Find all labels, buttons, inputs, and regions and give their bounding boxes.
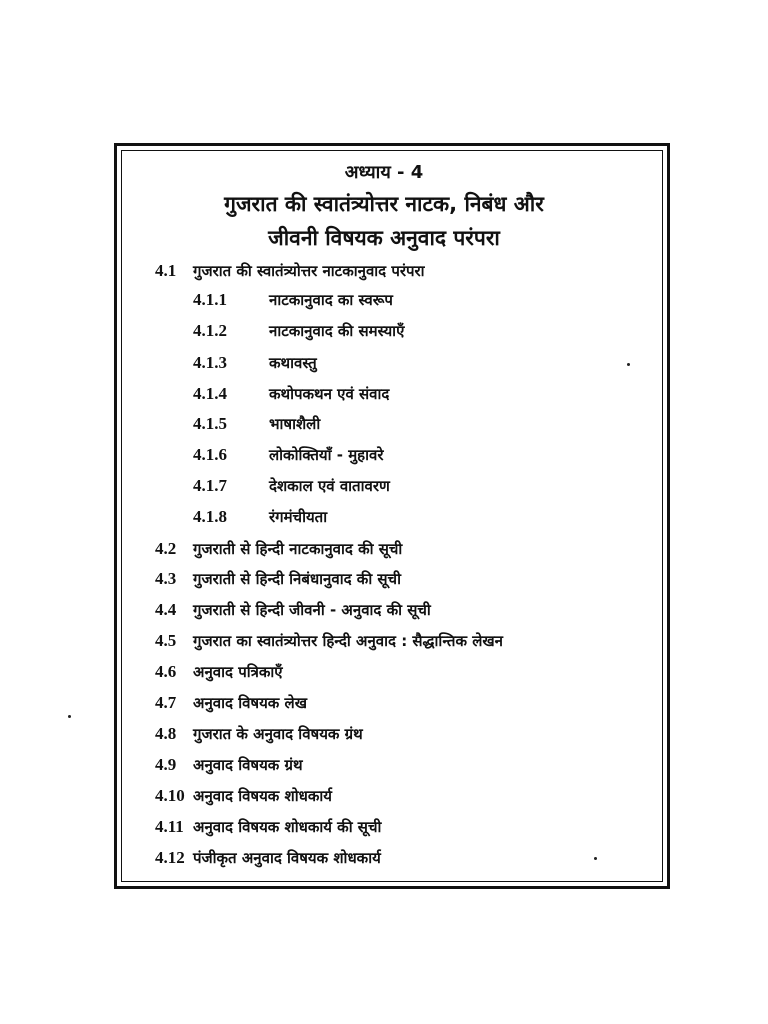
item-title: रंगमंचीयता (269, 508, 328, 526)
item-number: 4.1.7 (193, 476, 227, 495)
item-number: 4.1.2 (193, 321, 227, 340)
contents-item-4-1-3 (193, 350, 317, 376)
contents-item-4-7 (155, 690, 307, 716)
item-number: 4.1.6 (193, 445, 227, 464)
item-number: 4.8 (155, 724, 177, 743)
item-title: गुजरात के अनुवाद विषयक ग्रंथ (193, 725, 363, 743)
item-number: 4.1.5 (193, 414, 227, 433)
item-title: गुजराती से हिन्दी निबंधानुवाद की सूची (193, 570, 401, 588)
item-number: 4.12 (155, 848, 185, 867)
item-title: गुजराती से हिन्दी नाटकानुवाद की सूची (193, 540, 403, 558)
item-title: भाषाशैली (269, 415, 321, 433)
item-number: 4.1 (155, 261, 177, 280)
item-title: कथोपकथन एवं संवाद (269, 385, 390, 403)
item-title: नाटकानुवाद का स्वरूप (269, 291, 393, 309)
item-number: 4.10 (155, 786, 185, 805)
item-title: नाटकानुवाद की समस्याएँ (269, 322, 405, 340)
item-number: 4.3 (155, 569, 177, 588)
item-number: 4.1.1 (193, 290, 227, 309)
contents-item-4-5 (155, 628, 503, 654)
scan-speck (627, 363, 630, 366)
contents-item-4-11 (155, 814, 381, 840)
contents-item-4-9 (155, 752, 303, 778)
contents-item-4-1-4 (193, 381, 389, 407)
item-number: 4.1.8 (193, 507, 227, 526)
item-title: लोकोक्तियाँ - मुहावरे (269, 446, 384, 464)
item-title: पंजीकृत अनुवाद विषयक शोधकार्य (193, 849, 381, 867)
item-number: 4.6 (155, 662, 177, 681)
contents-item-4-1-5 (193, 411, 320, 437)
item-number: 4.4 (155, 600, 177, 619)
contents-item-4-3 (155, 566, 401, 592)
contents-item-4-8 (155, 721, 363, 747)
contents-item-4-12 (155, 845, 381, 871)
contents-item-4-1-8 (193, 504, 327, 530)
contents-item-4-2 (155, 536, 402, 562)
item-number: 4.9 (155, 755, 177, 774)
contents-item-4-1-7 (193, 473, 390, 499)
contents-item-4-1-2 (193, 318, 404, 344)
item-title: अनुवाद विषयक ग्रंथ (193, 756, 303, 774)
item-number: 4.1.4 (193, 384, 227, 403)
item-title: गुजरात का स्वातंत्र्योत्तर हिन्दी अनुवाद : सैद्धान्तिक लेखन (193, 632, 503, 650)
item-title: गुजरात की स्वातंत्र्योत्तर नाटकानुवाद परंपरा (193, 262, 425, 280)
item-number: 4.1.3 (193, 353, 227, 372)
contents-item-4-1 (155, 258, 425, 284)
item-title: देशकाल एवं वातावरण (269, 477, 390, 495)
contents-item-4-4 (155, 597, 431, 623)
contents-item-4-1-1 (193, 287, 393, 313)
chapter-title-line-2: जीवनी विषयक अनुवाद परंपरा (268, 226, 500, 250)
item-number: 4.2 (155, 539, 177, 558)
item-title: अनुवाद पत्रिकाएँ (193, 663, 283, 681)
item-title: गुजराती से हिन्दी जीवनी - अनुवाद की सूची (193, 601, 431, 619)
item-number: 4.5 (155, 631, 177, 650)
item-number: 4.11 (155, 817, 184, 836)
contents-item-4-1-6 (193, 442, 384, 468)
contents-item-4-6 (155, 659, 283, 685)
scan-speck (68, 715, 71, 718)
item-title: अनुवाद विषयक लेख (193, 694, 307, 712)
item-title: अनुवाद विषयक शोधकार्य की सूची (193, 818, 382, 836)
chapter-title-line-1: गुजरात की स्वातंत्र्योत्तर नाटक, निबंध और (224, 192, 544, 216)
scan-speck (594, 857, 597, 860)
contents-item-4-10 (155, 783, 332, 809)
chapter-label: अध्याय - 4 (344, 162, 424, 183)
item-number: 4.7 (155, 693, 177, 712)
item-title: अनुवाद विषयक शोधकार्य (193, 787, 332, 805)
item-title: कथावस्तु (269, 354, 317, 372)
